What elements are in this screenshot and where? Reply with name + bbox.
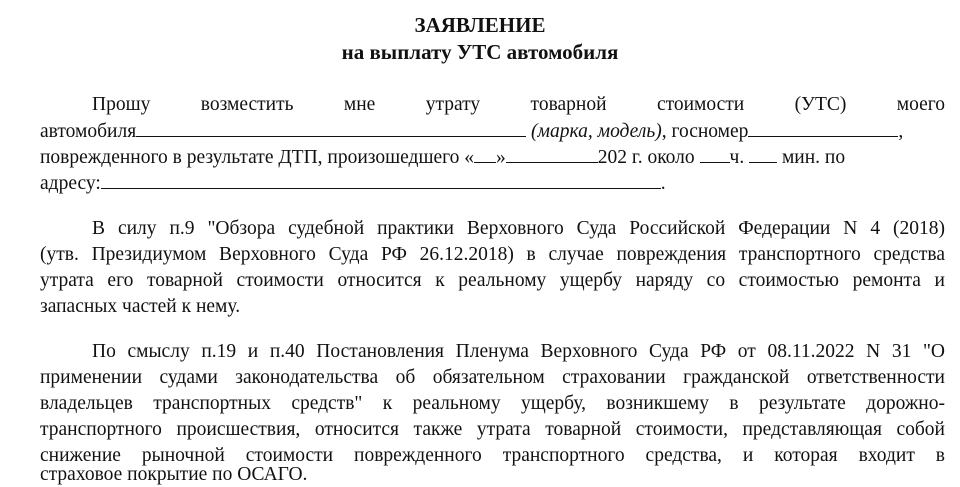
paragraph1-line1: Прошу возместить мне утрату товарной стоимости (УТС) моего (92, 94, 945, 115)
paragraph1-line2 (40, 119, 945, 144)
car-model-blank (136, 119, 526, 137)
address-period: . (660, 173, 666, 194)
time-label: г. около (631, 147, 695, 168)
plate-blank (748, 119, 898, 137)
paragraph3-line4: транспортного происшествия, относится также утрата товарной стоимости, представляющая собой (40, 419, 945, 440)
paragraph3-line6: страховое покрытие по ОСАГО. (40, 464, 308, 485)
plate-comma: , (898, 121, 904, 142)
paragraph2-line4: запасных частей к нему. (40, 296, 241, 317)
minutes-label: мин. по (781, 147, 846, 168)
paragraph3-line3: владельцев транспортных средств" к реальному ущербу, возникшему в результате дорожно- (40, 393, 945, 414)
paragraph3-line1: По смыслу п.19 и п.40 Постановления Пленума Верховного Суда РФ от 08.11.2022 N 31 "О (92, 341, 945, 362)
paragraph2-line2: (утв. Президиумом Верховного Суда РФ 26.12.2018) в случае повреждения транспортного средства (40, 244, 945, 265)
hours-label: ч. (729, 147, 745, 168)
document-subtitle: на выплату УТС автомобиля (341, 40, 619, 64)
paragraph2-line3: утрата его товарной стоимости относится к реальному ущербу наряду со стоимостью ремонта и (40, 270, 945, 291)
plate-label: , госномер (661, 121, 749, 142)
car-model-hint: (марка, модель) (531, 121, 662, 142)
paragraph2-line1: В силу п.9 "Обзора судебной практики Верховного Суда Российской Федерации N 4 (2018) (92, 218, 945, 239)
month-blank (506, 145, 598, 163)
paragraph1-line3 (40, 145, 945, 170)
minutes-blank (749, 145, 777, 163)
year-label: 202 (597, 147, 628, 168)
accident-label: поврежденного в результате ДТП, произошедшего « (40, 147, 475, 168)
hours-blank (700, 145, 730, 163)
quote-close: » (496, 147, 506, 168)
document-title: ЗАЯВЛЕНИЕ (414, 13, 546, 37)
car-label: автомобиля (40, 121, 137, 142)
address-blank (101, 171, 661, 189)
paragraph3-line5: снижение рыночной стоимости поврежденного транспортного средства, и которая входит в (40, 445, 945, 466)
day-blank (474, 145, 496, 163)
paragraph1-line4 (40, 171, 945, 196)
address-label: адресу: (40, 173, 101, 194)
paragraph3-line2: применении судами законодательства об обязательном страховании гражданской ответственности (40, 367, 945, 388)
